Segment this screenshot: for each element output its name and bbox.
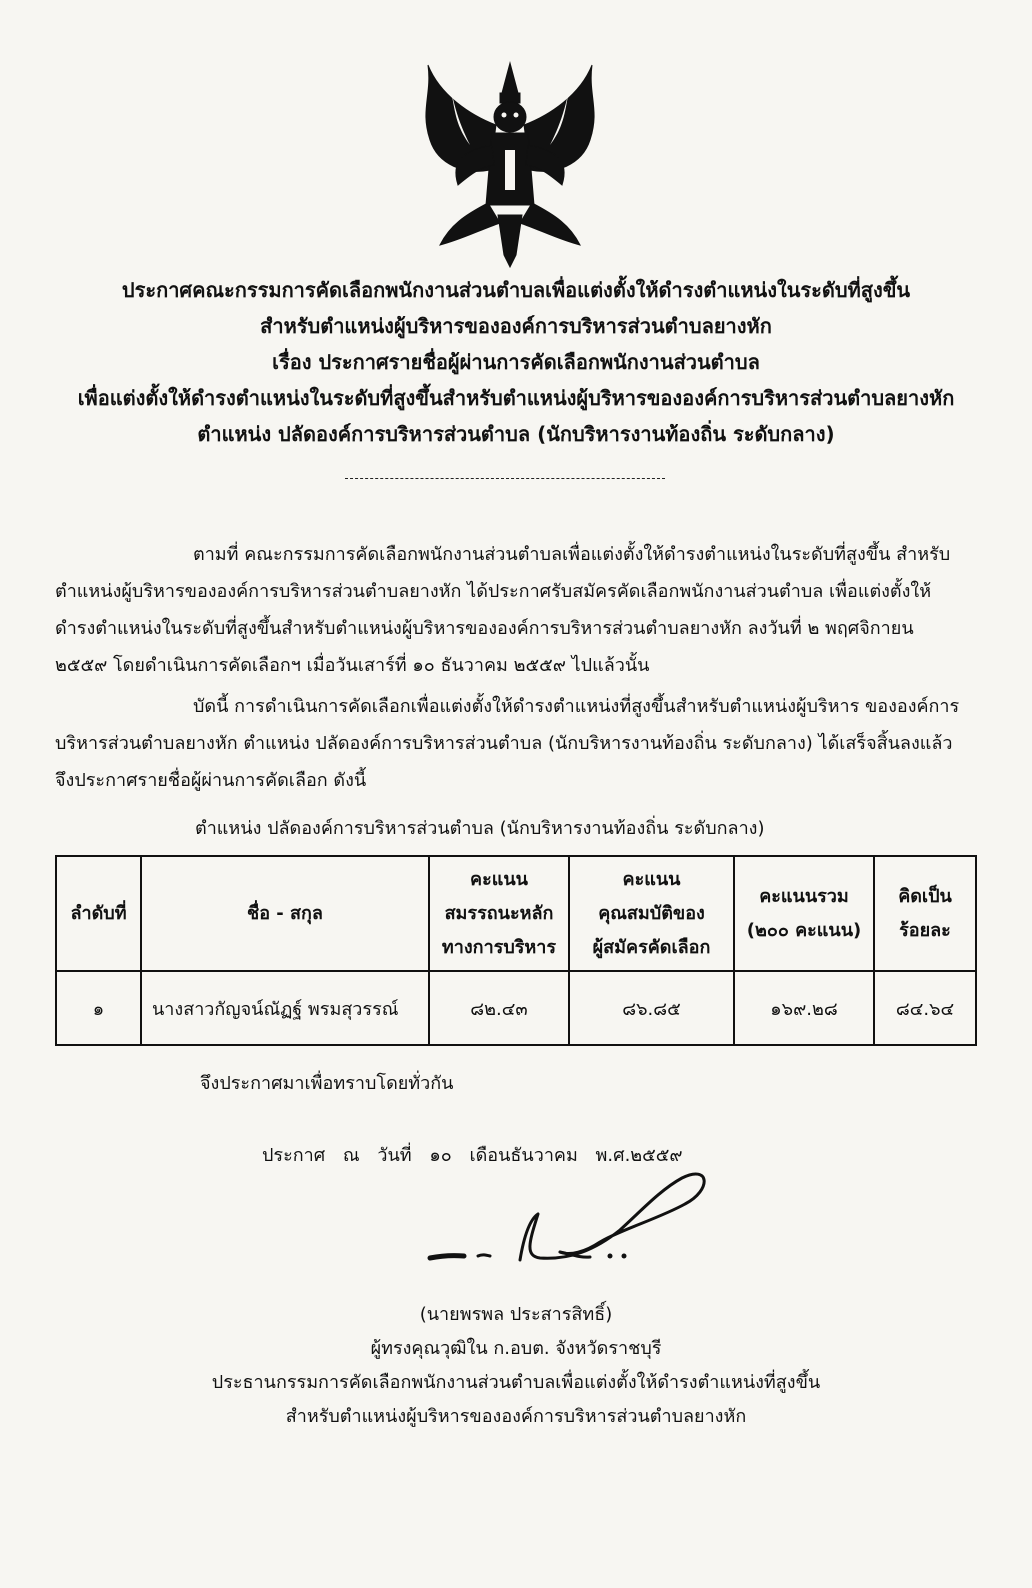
header-line-1: ประกาศคณะกรรมการคัดเลือกพนักงานส่วนตำบลเพื่อแต่งตั้งให้ดำรงตำแหน่งในระดับที่สูงขึ้น [121,278,911,302]
cell-qualification-score: ๘๖.๘๕ [569,971,734,1045]
signer-title-1: ผู้ทรงคุณวุฒิใน ก.อบต. จังหวัดราชบุรี [370,1338,662,1359]
paragraph-1 [55,536,960,684]
table-header-row [56,856,976,971]
header-line-3: เรื่อง ประกาศรายชื่อผู้ผ่านการคัดเลือกพนักงานส่วนตำบล [272,350,760,374]
cell-order: ๑ [56,971,141,1045]
header-line-2: สำหรับตำแหน่งผู้บริหารขององค์การบริหารส่วนตำบลยางหัก [260,314,772,338]
header-qualification-score: คะแนน คุณสมบัติของ ผู้สมัครคัดเลือก [569,856,734,971]
cell-total-score: ๑๖๙.๒๘ [734,971,874,1045]
signature-icon [420,1160,740,1280]
signer-title-3: สำหรับตำแหน่งผู้บริหารขององค์การบริหารส่วนตำบลยางหัก [285,1406,747,1427]
paragraph-2 [55,688,960,799]
cell-core-competency-score: ๘๒.๔๓ [429,971,569,1045]
result-table [55,855,977,1046]
header-percentage: คิดเป็น ร้อยละ [874,856,976,971]
header-total-score: คะแนนรวม (๒๐๐ คะแนน) [734,856,874,971]
header-line-5: ตำแหน่ง ปลัดองค์การบริหารส่วนตำบล (นักบริหารงานท้องถิ่น ระดับกลาง) [197,422,835,446]
paragraph-2-text: บัดนี้ การดำเนินการคัดเลือกเพื่อแต่งตั้งให้ดำรงตำแหน่งที่สูงขึ้นสำหรับตำแหน่งผู้บริหาร ขององค์การบริหารส่วนตำบลยางหัก ตำแหน่ง ปลัดองค์การบริหารส่วนตำบล (นักบริหารงานท้องถิ่น ระดับกลาง) ได้เสร็จสิ้นลงแล้ว จึงประกาศรายชื่อผู้ผ่านการคัดเลือก ดังนี้ [55,696,960,791]
header-core-competency-score: คะแนน สมรรถนะหลัก ทางการบริหาร [429,856,569,971]
closing-text: จึงประกาศมาเพื่อทราบโดยทั่วกัน [200,1073,454,1094]
header-line-4: เพื่อแต่งตั้งให้ดำรงตำแหน่งในระดับที่สูงขึ้นสำหรับตำแหน่งผู้บริหารขององค์การบริหารส่วนตำบลยางหัก [77,386,955,410]
header-divider [345,478,665,479]
signer-title-2: ประธานกรรมการคัดเลือกพนักงานส่วนตำบลเพื่อแต่งตั้งให้ดำรงตำแหน่งที่สูงขึ้น [211,1372,821,1393]
position-line: ตำแหน่ง ปลัดองค์การบริหารส่วนตำบล (นักบริหารงานท้องถิ่น ระดับกลาง) [195,818,765,839]
cell-name: นางสาวกัญจน์ณัฏฐ์ พรมสุวรรณ์ [141,971,429,1045]
header-name: ชื่อ - สกุล [141,856,429,971]
signer-block [100,1298,932,1434]
header-order: ลำดับที่ [56,856,141,971]
signer-name: (นายพรพล ประสารสิทธิ์) [419,1304,613,1325]
paragraph-1-text: ตามที่ คณะกรรมการคัดเลือกพนักงานส่วนตำบลเพื่อแต่งตั้งให้ดำรงตำแหน่งในระดับที่สูงขึ้น สำหรับตำแหน่งผู้บริหารขององค์การบริหารส่วนตำบลยางหัก ได้ประกาศรับสมัครคัดเลือกพนักงานส่วนตำบล เพื่อแต่งตั้งให้ดำรงตำแหน่งในระดับที่สูงขึ้นสำหรับตำแหน่งผู้บริหารขององค์การบริหารส่วนตำบลยางหัก ลงวันที่ ๒ พฤศจิกายน ๒๕๕๙ โดยดำเนินการคัดเลือกฯ เมื่อวันเสาร์ที่ ๑๐ ธันวาคม ๒๕๕๙ ไปแล้วนั้น [55,544,951,676]
garuda-emblem-icon [410,55,610,270]
announcement-date: ประกาศ ณ วันที่ ๑๐ เดือนธันวาคม พ.ศ.๒๕๕๙ [262,1145,683,1166]
table-row [56,971,976,1045]
cell-percentage: ๘๔.๖๔ [874,971,976,1045]
announcement-header [40,272,992,452]
